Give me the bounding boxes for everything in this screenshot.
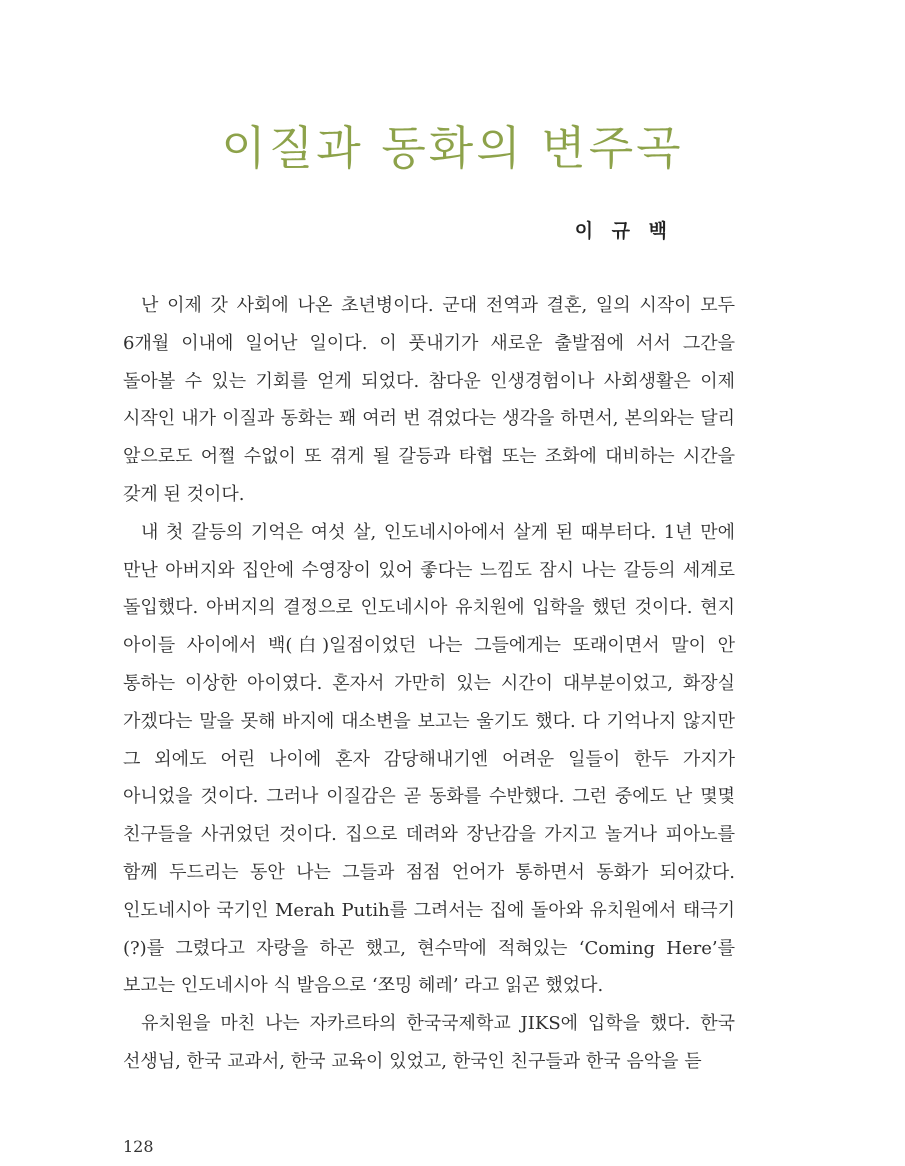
essay-body	[123, 287, 735, 1081]
author-name: 이 규 백	[574, 220, 673, 242]
paragraph: 내 첫 갈등의 기억은 여섯 살, 인도네시아에서 살게 된 때부터다. 1년 만에 만난 아버지와 집안에 수영장이 있어 좋다는 느낌도 잠시 나는 갈등의 세계로 돌입했다. 아버지의 결정으로 인도네시아 유치원에 입학을 했던 것이다. 현지 아이들 사이에서 백(白)일점이었던 나는 그들에게는 또래이면서 말이 안 통하는 이상한 아이였다. 혼자서 가만히 있는 시간이 대부분이었고, 화장실 가겠다는 말을 못해 바지에 대소변을 보고는 울기도 했다. 다 기억나지 않지만 그 외에도 어린 나이에 혼자 감당해내기엔 어려운 일들이 한두 가지가 아니었을 것이다. 그러나 이질감은 곧 동화를 수반했다. 그런 중에도 난 몇몇 친구들을 사귀었던 것이다. 집으로 데려와 장난감을 가지고 놀거나 피아노를 함께 두드리는 동안 나는 그들과 점점 언어가 통하면서 동화가 되어갔다. 인도네시아 국기인 Merah Putih를 그려서는 집에 돌아와 유치원에서 태극기(?)를 그렸다고 자랑을 하곤 했고, 현수막에 적혀있는 ‘Coming Here’를 보고는 인도네시아 식 발음으로 ‘쪼밍 헤레’ 라고 읽곤 했었다.	[123, 521, 735, 997]
essay-title: 이질과 동화의 변주곡	[221, 121, 684, 175]
paragraph: 난 이제 갓 사회에 나온 초년병이다. 군대 전역과 결혼, 일의 시작이 모두 6개월 이내에 일어난 일이다. 이 풋내기가 새로운 출발점에 서서 그간을 돌아볼 수 있는 기회를 얻게 되었다. 참다운 인생경험이나 사회생활은 이제 시작인 내가 이질과 동화는 꽤 여러 번 겪었다는 생각을 하면서, 본의와는 달리 앞으로도 어쩔 수없이 또 겪게 될 갈등과 타협 또는 조화에 대비하는 시간을 갖게 된 것이다.	[123, 295, 735, 505]
paragraph: 유치원을 마친 나는 자카르타의 한국국제학교 JIKS에 입학을 했다. 한국 선생님, 한국 교과서, 한국 교육이 있었고, 한국인 친구들과 한국 음악을 듣	[123, 1013, 735, 1072]
page-number: 128	[123, 1137, 154, 1156]
